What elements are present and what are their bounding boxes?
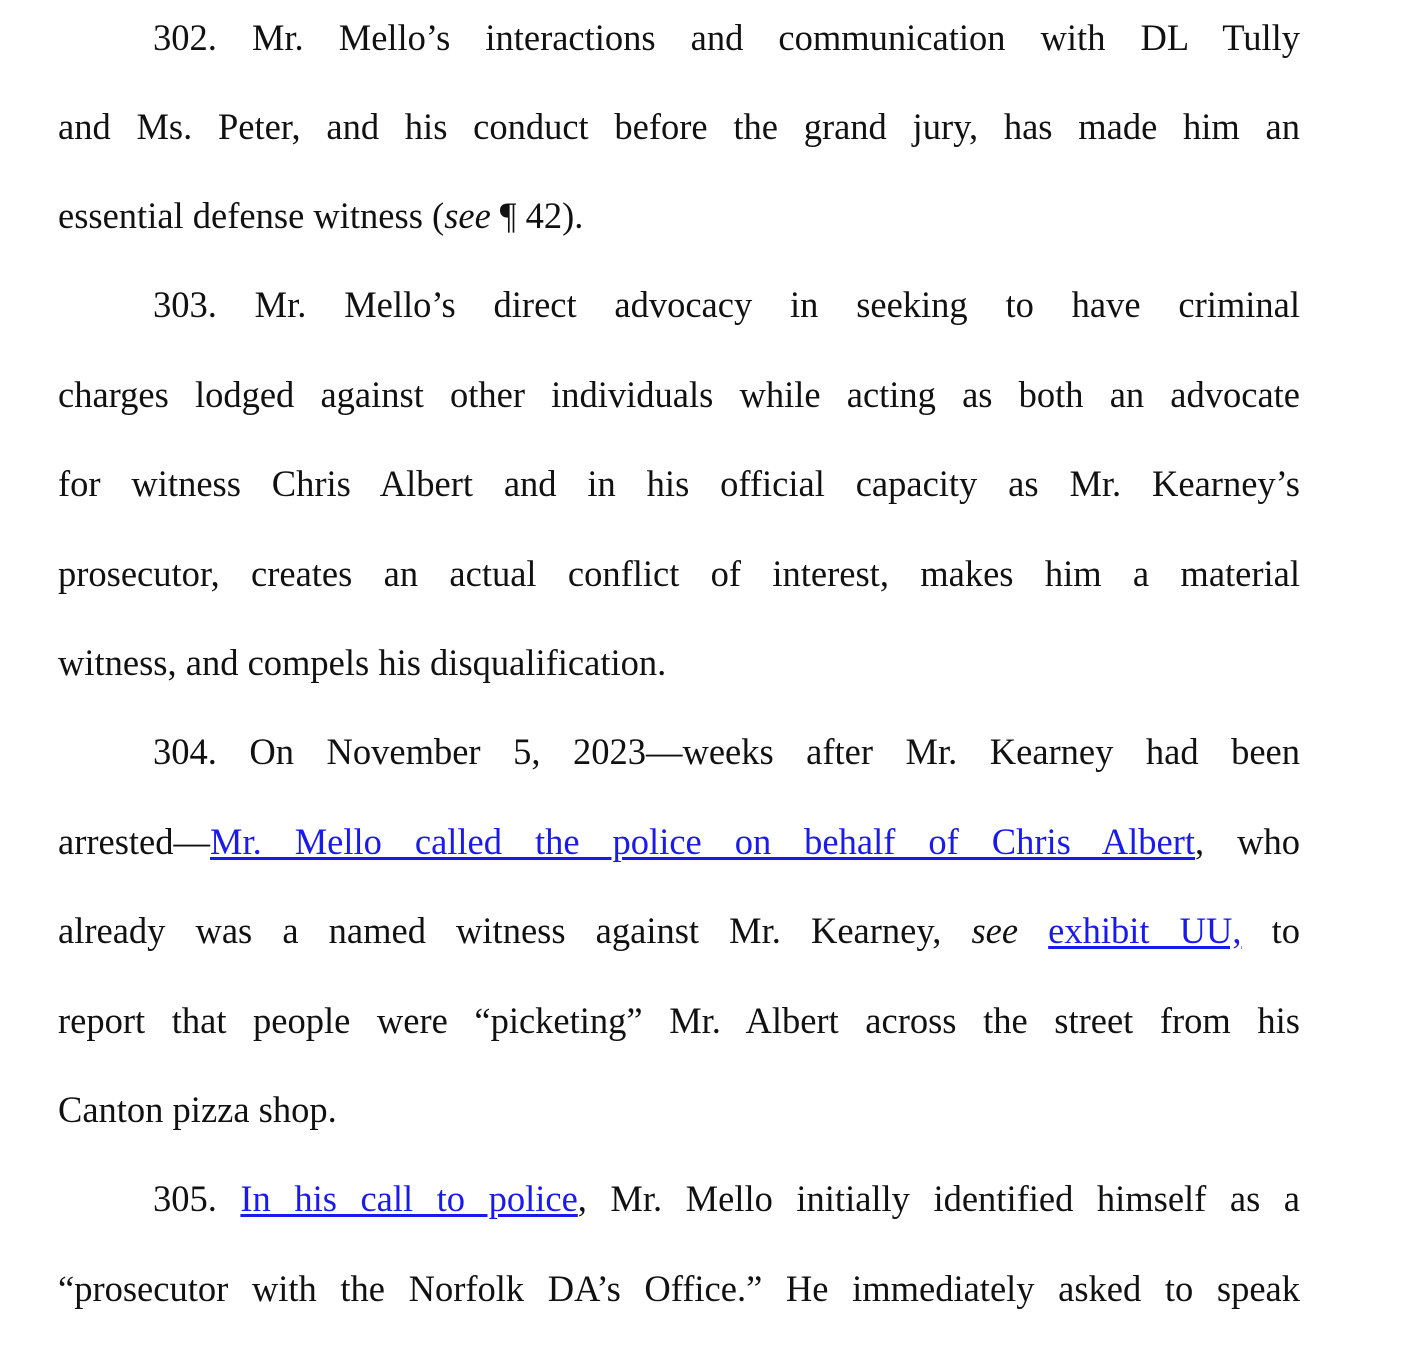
paragraph-number: 305. [153,1178,217,1219]
citation-signal: see [971,910,1019,951]
paragraph-305-line-1: 305. In his call to police, Mr. Mello initially identified himself as a [153,1178,1300,1219]
citation-signal: see [444,195,491,236]
paragraph-302-line-3: essential defense witness (see ¶ 42). [58,195,584,236]
paragraph-302-line-2: and Ms. Peter, and his conduct before the grand jury, has made him an [58,106,1300,147]
paragraph-304-line-2: arrested—Mr. Mello called the police on behalf of Chris Albert, who [58,821,1301,862]
paragraph-number: 304. [153,731,217,772]
paragraph-303-line-1: 303. Mr. Mello’s direct advocacy in seeking to have criminal [153,284,1300,325]
paragraph-302-line-1: 302. Mr. Mello’s interactions and communication with DL Tully [153,17,1301,58]
paragraph-303-line-5: witness, and compels his disqualification. [58,642,667,683]
paragraph-303-line-2: charges lodged against other individuals while acting as both an advocate [58,374,1300,415]
paragraph-303-line-3: for witness Chris Albert and in his official capacity as Mr. Kearney’s [58,463,1300,504]
paragraph-305-line-2: “prosecutor with the Norfolk DA’s Office.” He immediately asked to speak [58,1268,1300,1309]
paragraph-number: 303. [153,284,217,325]
paragraph-303-line-4: prosecutor, creates an actual conflict of interest, makes him a material [58,553,1300,594]
call-to-police-link[interactable]: In his call to police [240,1178,578,1219]
paragraph-304-line-5: Canton pizza shop. [58,1089,337,1130]
paragraph-number: 302. [153,17,217,58]
exhibit-uu-link[interactable]: exhibit UU, [1048,910,1242,951]
paragraph-304-line-1: 304. On November 5, 2023—weeks after Mr. Kearney had been [153,731,1301,772]
paragraph-304-line-3: already was a named witness against Mr. Kearney, see exhibit UU, to [58,910,1301,951]
police-call-link[interactable]: Mr. Mello called the police on behalf of Chris Albert [210,821,1196,862]
paragraph-304-line-4: report that people were “picketing” Mr. Albert across the street from his [58,1000,1300,1041]
